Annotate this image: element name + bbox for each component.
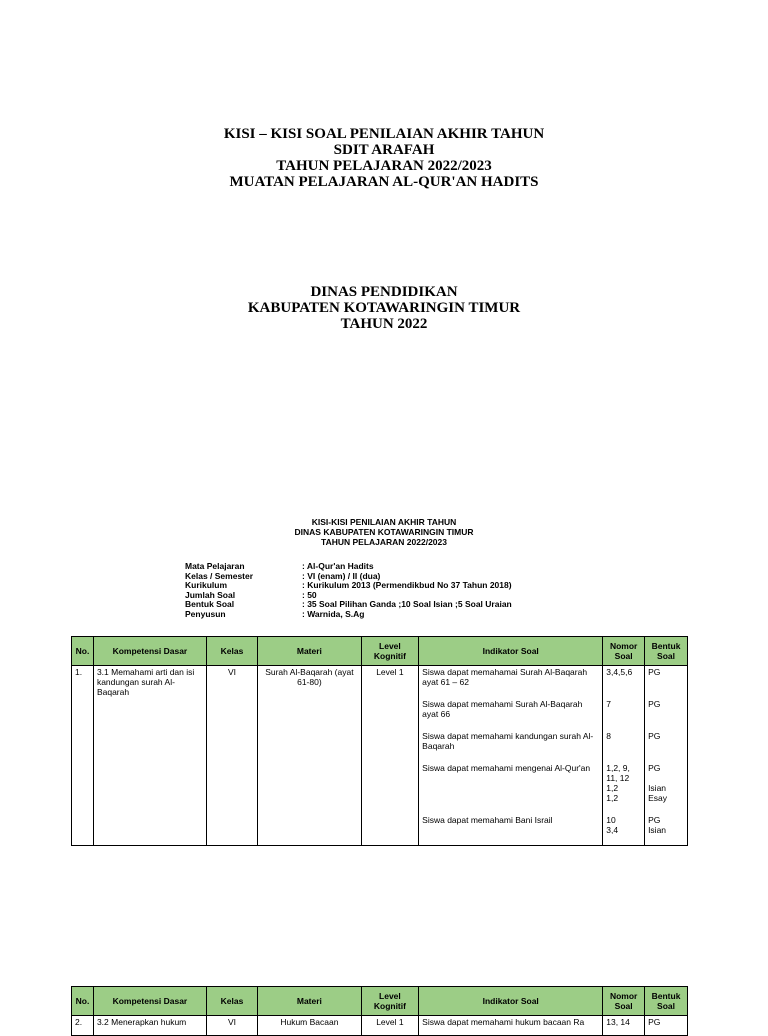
info-value: : 50 [302,589,317,600]
cell-kelas: VI [206,666,257,846]
cover-title-line: MUATAN PELAJARAN AL-QUR'AN HADITS [229,174,539,190]
table-header-row [72,987,688,1016]
cover-title-line: TAHUN PELAJARAN 2022/2023 [276,158,492,174]
header-kd: Kompetensi Dasar [93,987,206,1016]
info-label: Bentuk Soal [185,599,235,609]
header-indikator: Indikator Soal [419,987,603,1016]
cell-indikator: Siswa dapat memahami hukum bacaan Ra [419,1016,603,1036]
indicator-text: Siswa dapat memahamai Surah Al-Baqarah ayat 61 – 62 [422,667,588,687]
office-title [0,284,768,332]
office-line: TAHUN 2022 [340,316,428,332]
header-nomor: Nomor Soal [603,637,645,666]
indicator-text: Siswa dapat memahami Surah Al-Baqarah ayat 66 [422,699,583,719]
nomor-text: 7 [606,699,611,709]
cell-bentuk [645,666,688,846]
cover-title [0,126,768,190]
table-row [72,1016,688,1036]
nomor-text: 1,2, 9, 11, 12 1,2 1,2 [606,763,630,803]
nomor-text: 10 3,4 [606,815,619,835]
info-value: : VI (enam) / II (dua) [302,570,381,581]
header-level: Level Kognitif [361,637,419,666]
info-row [185,610,512,620]
table-heading [0,517,768,547]
info-value: : Warnida, S.Ag [302,608,365,619]
cell-no: 2. [72,1016,94,1036]
bentuk-text: PG [648,667,661,677]
header-bentuk: Bentuk Soal [645,637,688,666]
grid-table-2 [71,986,688,1036]
cell-bentuk: PG [645,1016,688,1036]
office-line: DINAS PENDIDIKAN [310,284,458,300]
header-no: No. [72,987,94,1016]
header-materi: Materi [258,637,362,666]
info-label: Kurikulum [185,580,228,590]
table-row [72,666,688,846]
header-kd: Kompetensi Dasar [93,637,206,666]
header-kelas: Kelas [206,637,257,666]
indicator-text: Siswa dapat memahami kandungan surah Al-Baqarah [422,731,594,751]
info-value: : Kurikulum 2013 (Permendikbud No 37 Tahun 2018) [302,580,512,590]
table-heading-line: DINAS KABUPATEN KOTAWARINGIN TIMUR [294,527,474,537]
header-nomor: Nomor Soal [603,987,645,1016]
info-label: Mata Pelajaran [185,561,245,571]
indicator-text: Siswa dapat memahami Bani Israil [422,815,553,825]
nomor-text: 3,4,5,6 [606,667,633,677]
info-label: Jumlah Soal [185,589,236,600]
cell-no: 1. [72,666,94,846]
info-value: : 35 Soal Pilihan Ganda ;10 Soal Isian ;5 Soal Uraian [302,599,512,609]
info-label: Penyusun [185,608,226,619]
cell-nomor [603,666,645,846]
cell-level: Level 1 [361,1016,419,1036]
info-label: Kelas / Semester [185,570,254,581]
header-level: Level Kognitif [361,987,419,1016]
header-materi: Materi [258,987,362,1016]
table-heading-line: TAHUN PELAJARAN 2022/2023 [321,537,447,547]
bentuk-text: PG Isian [648,815,667,835]
header-indikator: Indikator Soal [419,637,603,666]
office-line: KABUPATEN KOTAWARINGIN TIMUR [247,300,521,316]
cell-kd: 3.1 Memahami arti dan isi kandungan surah Al-Baqarah [93,666,206,846]
cover-title-line: KISI – KISI SOAL PENILAIAN AKHIR TAHUN [223,126,545,142]
cell-level: Level 1 [361,666,419,846]
cover-title-line: SDIT ARAFAH [333,142,435,158]
header-bentuk: Bentuk Soal [645,987,688,1016]
nomor-text: 8 [606,731,611,741]
header-no: No. [72,637,94,666]
table-header-row [72,637,688,666]
header-kelas: Kelas [206,987,257,1016]
bentuk-text: PG Isian Esay [648,763,667,803]
info-value: : Al-Qur'an Hadits [302,561,374,571]
grid-table-1 [71,636,688,846]
table-heading-line: KISI-KISI PENILAIAN AKHIR TAHUN [311,517,457,527]
bentuk-text: PG [648,731,661,741]
cell-materi: Hukum Bacaan [258,1016,362,1036]
cell-kelas: VI [206,1016,257,1036]
indicator-text: Siswa dapat memahami mengenai Al-Qur'an [422,763,591,773]
bentuk-text: PG [648,699,661,709]
cell-indikator [419,666,603,846]
info-block [185,562,512,619]
cell-nomor: 13, 14 [603,1016,645,1036]
cell-kd: 3.2 Menerapkan hukum [93,1016,206,1036]
cell-materi: Surah Al-Baqarah (ayat 61-80) [258,666,362,846]
